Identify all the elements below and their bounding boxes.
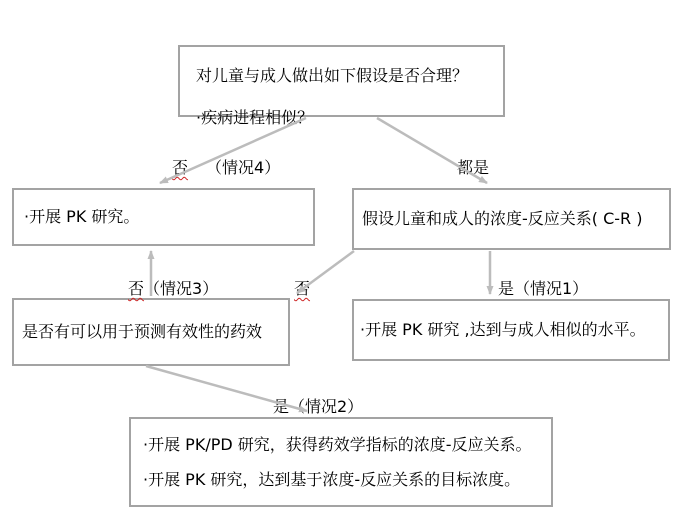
box-pd-marker-question: [12, 298, 290, 366]
label-no-case4-rest: （情况4）: [206, 158, 281, 177]
top-question-line2-clipped: ·疾病进程相似？: [196, 108, 314, 127]
box-pk-study: [12, 188, 315, 246]
label-no-case4: [172, 155, 280, 178]
assume-cr-relation-text: 假设儿童和成人的浓度-反应关系( C-R ): [362, 209, 643, 229]
pkpd-study-line2: ·开展 PK 研究，达到基于浓度-反应关系的目标浓度。: [143, 470, 521, 489]
label-no-mid: 否: [294, 279, 311, 298]
label-yes-case2: 是（情况2）: [273, 397, 364, 416]
label-no-case3-rest: （情况3）: [144, 279, 219, 298]
pd-marker-question-text: 是否有可以用于预测有效性的药效: [22, 322, 263, 342]
pkpd-study-line1: ·开展 PK/PD 研究，获得药效学指标的浓度-反应关系。: [143, 435, 532, 454]
box-pkpd-study: [129, 417, 553, 507]
label-no-case3-no: 否: [128, 279, 145, 298]
label-no-case4-no: 否: [172, 158, 189, 177]
pk-study-text: ·开展 PK 研究。: [24, 207, 140, 227]
box-top-question: [178, 45, 505, 127]
box-assume-cr-relation: [352, 188, 671, 250]
label-no-case3: [128, 276, 218, 299]
box-pk-study-adult-level: [352, 299, 670, 361]
top-question-line1: 对儿童与成人做出如下假设是否合理？: [196, 66, 469, 85]
label-both-yes: 都是: [457, 158, 490, 177]
label-yes-case1: 是（情况1）: [498, 279, 589, 298]
pk-study-adult-level-text: ·开展 PK 研究 ,达到与成人相似的水平。: [360, 320, 646, 340]
